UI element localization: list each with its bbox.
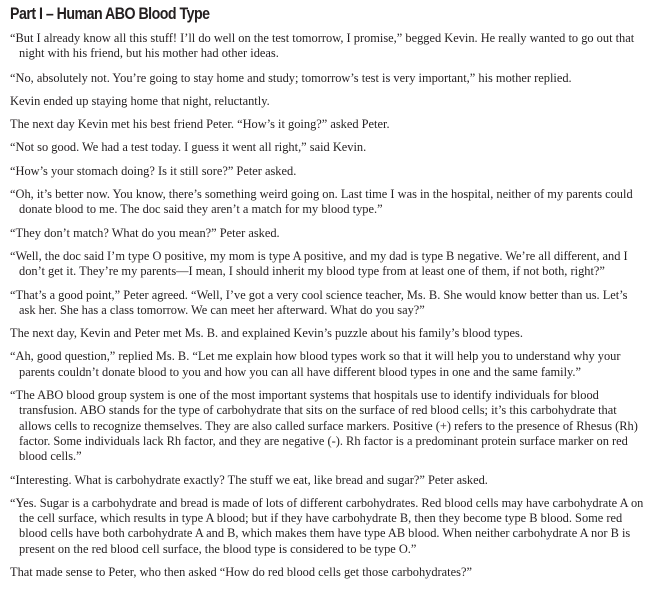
paragraph: Kevin ended up staying home that night, reluctantly. [10,93,270,108]
paragraph: “How’s your stomach doing? Is it still sore?” Peter asked. [10,163,297,178]
paragraph: “They don’t match? What do you mean?” Peter asked. [10,225,280,240]
paragraph: The next day Kevin met his best friend Peter. “How’s it going?” asked Peter. [10,117,390,132]
paragraph: “Yes. Sugar is a carbohydrate and bread is made of lots of different carbohydrates. Red blood cells may have carbohydrate A on the cell surface, which results in type A blood; but if they have carbohydrate B, then they become type B blood. Some red blood cells have both carbohydrate A and B, which makes them have type AB blood. When neither carbohydrate A nor B is present on the red blood cell surface, the blood type is considered to be type O.” [10,495,644,556]
paragraph: “The ABO blood group system is one of the most important systems that hospitals use to identify individuals for blood transfusion. ABO stands for the type of carbohydrate that sits on the surface of red blood cells; it’s this carbohydrate that allows cells to recognize themselves. They are also called surface markers. Positive (+) refers to the presence of Rhesus (Rh) factor. Some individuals lack Rh factor, and they are negative (-). Rh factor is a predominant protein surface marker on red blood cells.” [10,388,638,464]
section-title: Part I – Human ABO Blood Type [10,5,210,23]
paragraph: “No, absolutely not. You’re going to stay home and study; tomorrow’s test is very important,” his mother replied. [10,70,572,85]
paragraph: “That’s a good point,” Peter agreed. “Well, I’ve got a very cool science teacher, Ms. B. She would know better than us. Let’s ask her. She has a class tomorrow. We can meet her afterward. What do you say?” [10,287,628,317]
paragraph: “Interesting. What is carbohydrate exactly? The stuff we eat, like bread and sugar?” Peter asked. [10,472,488,487]
paragraph: “But I already know all this stuff! I’ll do well on the test tomorrow, I promise,” begged Kevin. He really wanted to go out that night with his friend, but his mother had other ideas. [10,31,635,61]
paragraph: “Oh, it’s better now. You know, there’s something weird going on. Last time I was in the hospital, neither of my parents could donate blood to me. The doc said they aren’t a match for my blood type.” [10,187,633,217]
paragraph: “Well, the doc said I’m type O positive, my mom is type A positive, and my dad is type B negative. We’re all different, and I don’t get it. They’re my parents—I mean, I should inherit my blood type from at least one of them, if not both, right?” [10,248,628,279]
paragraph: “Ah, good question,” replied Ms. B. “Let me explain how blood types work so that it will help you to understand why your parents couldn’t donate blood to you and how you can all have different blood types in one and the same family.” [10,349,621,379]
paragraph: That made sense to Peter, who then asked “How do red blood cells get those carbohydrates?” [10,565,472,580]
paragraph: The next day, Kevin and Peter met Ms. B. and explained Kevin’s puzzle about his family’s blood types. [10,326,523,341]
paragraph: “Not so good. We had a test today. I guess it went all right,” said Kevin. [10,140,367,155]
document-page [10,0,646,580]
